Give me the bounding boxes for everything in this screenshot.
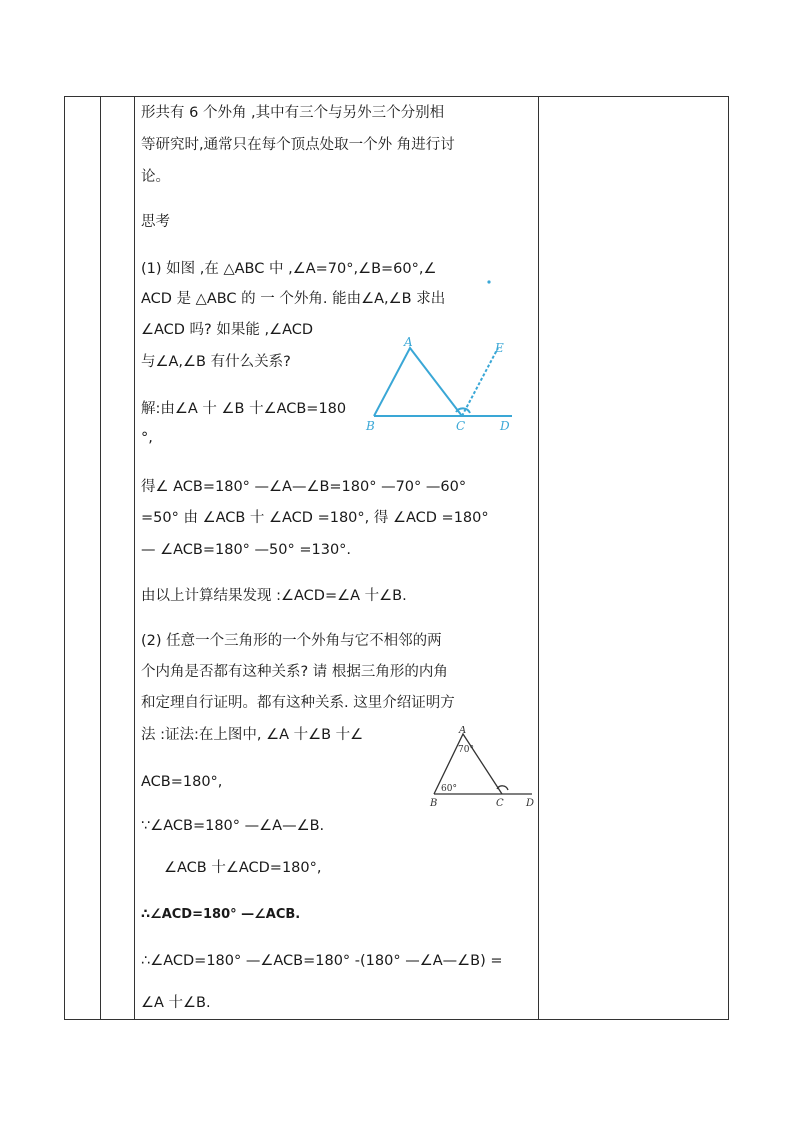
text-line: ∠ACD 吗? 如果能 ,∠ACD xyxy=(141,322,314,338)
text-line: =50° 由 ∠ACB 十 ∠ACD =180°, 得 ∠ACD =180° xyxy=(141,510,489,526)
text-line: °, xyxy=(141,430,153,446)
section-heading: 思考 xyxy=(141,214,170,230)
text-line: — ∠ACB=180° —50° =130°. xyxy=(141,542,352,558)
text-line: 得∠ ACB=180° —∠A—∠B=180° —70° —60° xyxy=(141,479,467,495)
text-line: ∠ACB 十∠ACD=180°, xyxy=(164,860,322,876)
lesson-content xyxy=(134,96,536,1020)
text-line: (2) 任意一个三角形的一个外角与它不相邻的两 xyxy=(141,633,442,649)
triangle-figure-1 xyxy=(364,334,520,434)
label-c: C xyxy=(456,419,466,433)
label-e: E xyxy=(495,341,504,355)
label-d: D xyxy=(526,798,535,809)
text-line: ∴∠ACD=180° —∠ACB=180° -(180° —∠A—∠B) = xyxy=(141,953,503,969)
text-line: ACD 是 △ABC 的 一 个外角. 能由∠A,∠B 求出 xyxy=(141,291,446,307)
text-line: 论。 xyxy=(141,169,170,185)
text-line: ACB=180°, xyxy=(141,774,223,790)
angle-b-label: 60° xyxy=(441,784,457,794)
text-line: ∠A 十∠B. xyxy=(141,995,211,1011)
text-line: (1) 如图 ,在 △ABC 中 ,∠A=70°,∠B=60°,∠ xyxy=(141,261,437,277)
triangle-abc xyxy=(374,348,462,416)
text-line: 个内角是否都有这种关系? 请 根据三角形的内角 xyxy=(141,664,448,680)
text-line: 法 :证法:在上图中, ∠A 十∠B 十∠ xyxy=(141,727,364,743)
label-b: B xyxy=(366,419,375,433)
text-line: 等研究时,通常只在每个顶点处取一个外 角进行讨 xyxy=(141,137,455,153)
ray-ce xyxy=(462,348,498,416)
text-line: 和定理自行证明。都有这种关系. 这里介绍证明方 xyxy=(141,695,455,711)
text-line: 形共有 6 个外角 ,其中有三个与另外三个分别相 xyxy=(141,105,445,121)
triangle-figure-2 xyxy=(426,726,538,810)
angle-a-label: 70° xyxy=(458,745,474,755)
label-d: D xyxy=(500,419,510,433)
text-line: 解:由∠A 十 ∠B 十∠ACB=180 xyxy=(141,401,347,417)
small-marker xyxy=(486,279,492,285)
label-a: A xyxy=(404,335,413,349)
column-divider-1 xyxy=(100,97,101,1019)
text-line: 与∠A,∠B 有什么关系? xyxy=(141,354,291,370)
text-line: ∴∠ACD=180° —∠ACB. xyxy=(141,907,301,922)
text-line: ∵∠ACB=180° —∠A—∠B. xyxy=(141,818,325,834)
text-line: 由以上计算结果发现 :∠ACD=∠A 十∠B. xyxy=(141,588,407,604)
column-divider-3 xyxy=(538,97,539,1019)
label-a: A xyxy=(459,726,467,736)
label-c: C xyxy=(496,798,504,809)
label-b: B xyxy=(430,798,438,809)
